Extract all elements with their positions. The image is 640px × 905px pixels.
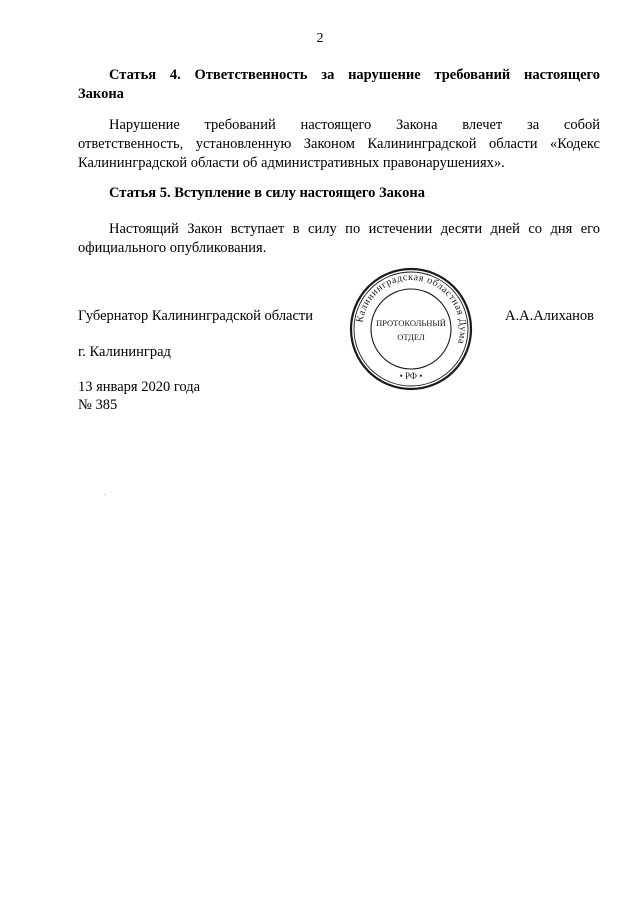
signatory-name: А.А.Алиханов: [505, 308, 595, 324]
official-stamp: [348, 266, 474, 392]
article4-title-line1: Статья 4. Ответственность за нарушение требований настоящего: [109, 67, 600, 83]
article5-title-line: Статья 5. Вступление в силу настоящего Закона: [109, 185, 425, 201]
document-date: 13 января 2020 года: [78, 379, 201, 395]
stamp-center-ring: [371, 289, 451, 369]
article5-title: [78, 184, 600, 203]
stamp-center-line1: ПРОТОКОЛЬНЫЙ: [376, 318, 446, 328]
article4-text-line1: Нарушение требований настоящего Закона влечет за собой: [109, 117, 600, 133]
article5-text-line1: Настоящий Закон вступает в силу по истечении десяти дней со дня его: [109, 221, 600, 237]
stamp-center-line2: ОТДЕЛ: [397, 332, 425, 342]
article5-text: [78, 220, 600, 258]
article4-text: [78, 116, 600, 173]
stamp-ring-text: Калининградская областная Дума: [354, 271, 469, 346]
article4-text-line3: Калининградской области об административных правонарушениях».: [78, 155, 505, 171]
scan-speck: [104, 494, 105, 495]
signatory-position: Губернатор Калининградской области: [78, 308, 314, 324]
article5-text-line2: официального опубликования.: [78, 240, 267, 256]
page-number: 2: [316, 31, 324, 46]
document-number: № 385: [78, 397, 118, 413]
article4-title-line2: Закона: [78, 86, 124, 102]
article4-title: [78, 66, 600, 104]
article4-text-line2: ответственность, установленную Законом Калининградской области «Кодекс: [78, 136, 600, 152]
city: г. Калининград: [78, 344, 171, 360]
stamp-bottom-text: • РФ •: [399, 371, 423, 381]
